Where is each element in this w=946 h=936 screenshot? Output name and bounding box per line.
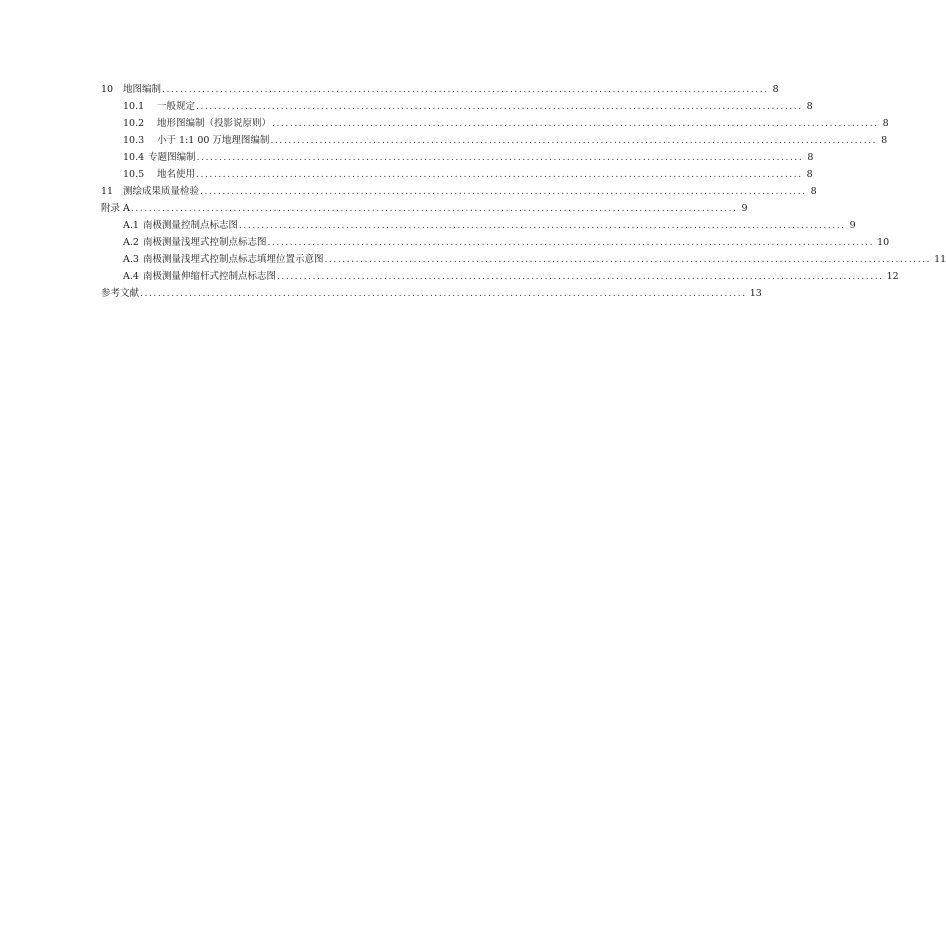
toc-entry-number: 10.1 <box>123 101 145 112</box>
toc-entry-10-5[interactable] <box>101 166 813 183</box>
toc-dot-leader: ........................................................................................................................................ <box>324 255 932 265</box>
toc-entry-title: 地形图编制（投影说原则） <box>157 118 272 129</box>
toc-entry-number: A.1 <box>123 220 139 231</box>
toc-entry-10-3[interactable] <box>101 132 888 149</box>
toc-entry-page: 9 <box>741 203 748 214</box>
toc-entry-title: 参考文献 <box>101 288 140 299</box>
toc-entry-number: 10.2 <box>123 118 145 129</box>
toc-entry-appendix-a[interactable] <box>101 200 748 217</box>
toc-entry-title: 地图编制 <box>123 84 162 95</box>
toc-entry-title: 一般规定 <box>157 101 196 112</box>
toc-entry-11[interactable] <box>101 183 817 200</box>
toc-entry-page: 8 <box>810 186 817 197</box>
toc-entry-page: 8 <box>881 135 888 146</box>
toc-dot-leader: ........................................................................................................................................ <box>140 289 747 299</box>
toc-entry-title: 南极测量浅埋式控制点标志填埋位置示意图 <box>142 254 324 265</box>
toc-entry-page: 12 <box>886 271 899 282</box>
toc-dot-leader: ........................................................................................................................................ <box>196 170 803 180</box>
toc-entry-title: 附录 A <box>101 203 130 214</box>
toc-entry-number: 10 <box>101 84 114 95</box>
toc-entry-10-4[interactable] <box>101 149 814 166</box>
toc-entry-10-1[interactable] <box>101 98 813 115</box>
toc-dot-leader: ........................................................................................................................................ <box>276 272 884 282</box>
toc-dot-leader: ........................................................................................................................................ <box>196 102 803 112</box>
toc-entry-number: 10.3 <box>123 135 145 146</box>
toc-entry-a-2[interactable] <box>101 234 890 251</box>
toc-entry-number: 10.4 <box>123 152 145 163</box>
toc-entry-page: 8 <box>806 169 813 180</box>
toc-dot-leader: ........................................................................................................................................ <box>130 204 738 214</box>
toc-entry-number: 10.5 <box>123 169 145 180</box>
toc-entry-title: 南极测量伸缩杆式控制点标志图 <box>142 271 276 282</box>
toc-entry-10-2[interactable] <box>101 115 889 132</box>
toc-entry-page: 11 <box>934 254 946 265</box>
toc-entry-page: 8 <box>807 152 814 163</box>
toc-dot-leader: ........................................................................................................................................ <box>162 85 769 95</box>
toc-entry-title: 南极测量浅埋式控制点标志图 <box>142 237 267 248</box>
toc-entry-page: 13 <box>749 288 762 299</box>
toc-entry-a-3[interactable] <box>101 251 946 268</box>
toc-entry-references[interactable] <box>101 285 762 302</box>
toc-entry-a-1[interactable] <box>101 217 856 234</box>
toc-entry-a-4[interactable] <box>101 268 899 285</box>
toc-entry-page: 9 <box>849 220 856 231</box>
toc-entry-number: A.4 <box>123 271 139 282</box>
toc-entry-title: 专题图编制 <box>148 152 196 163</box>
toc-entry-number: A.2 <box>123 237 139 248</box>
table-of-contents <box>101 81 946 302</box>
toc-dot-leader: ........................................................................................................................................ <box>270 136 878 146</box>
toc-entry-title: 小于 1:1 00 万地理图编制 <box>157 135 270 146</box>
toc-dot-leader: ........................................................................................................................................ <box>196 153 804 163</box>
toc-entry-10[interactable] <box>101 81 779 98</box>
toc-dot-leader: ........................................................................................................................................ <box>267 238 875 248</box>
toc-entry-page: 8 <box>806 101 813 112</box>
toc-entry-title: 南极测量控制点标志图 <box>142 220 238 231</box>
toc-entry-title: 测绘成果质量检验 <box>123 186 200 197</box>
toc-entry-page: 8 <box>772 84 779 95</box>
toc-entry-number: A.3 <box>123 254 139 265</box>
toc-dot-leader: ........................................................................................................................................ <box>200 187 807 197</box>
toc-entry-title: 地名使用 <box>157 169 196 180</box>
toc-dot-leader: ........................................................................................................................................ <box>272 119 879 129</box>
toc-dot-leader: ........................................................................................................................................ <box>238 221 846 231</box>
toc-entry-number: 11 <box>101 186 114 197</box>
toc-entry-page: 10 <box>877 237 890 248</box>
toc-entry-page: 8 <box>882 118 889 129</box>
